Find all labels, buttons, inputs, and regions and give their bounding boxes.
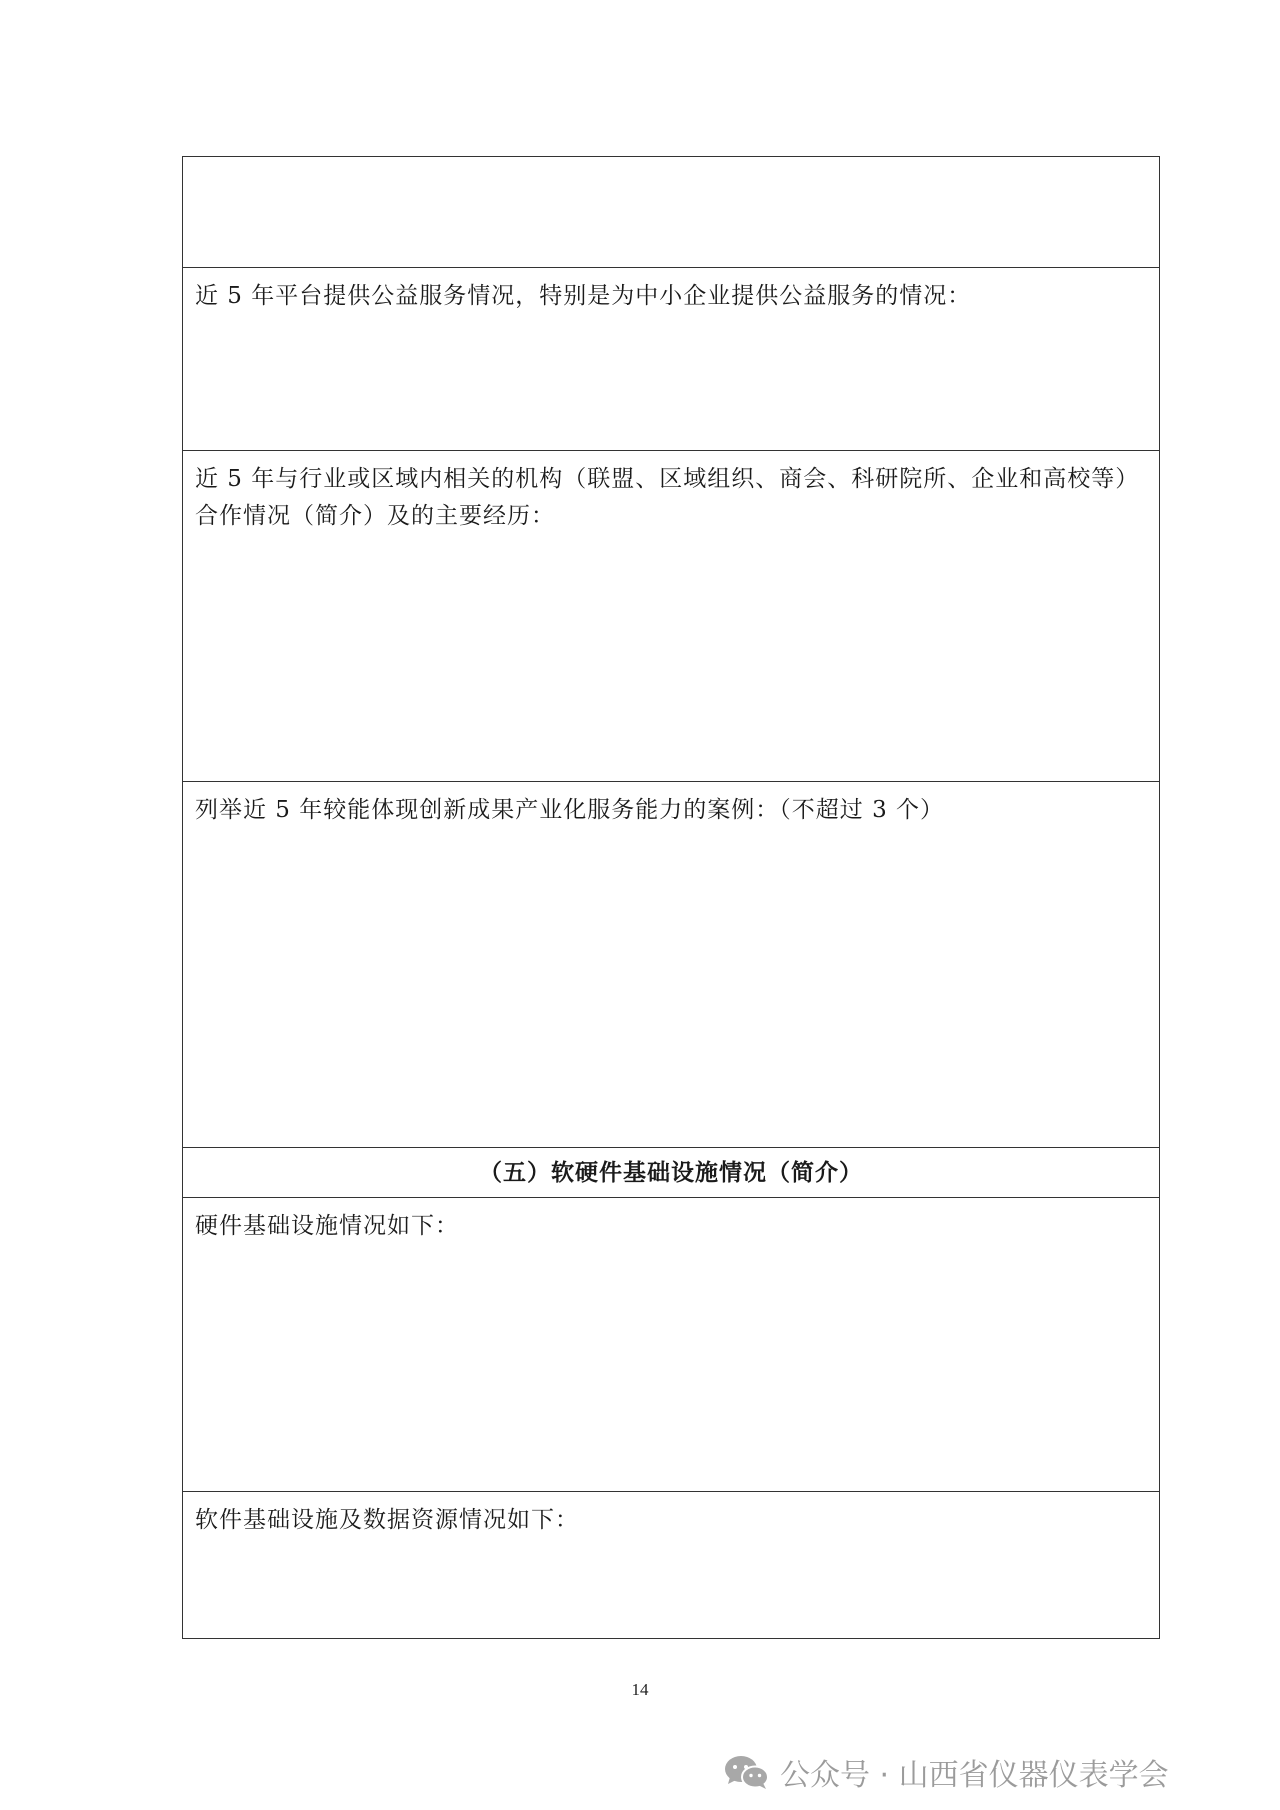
application-form-table	[182, 156, 1160, 1639]
form-row-public-service	[183, 268, 1160, 451]
software-infrastructure-label: 软件基础设施及数据资源情况如下：	[183, 1492, 1160, 1639]
form-cell-continued	[183, 157, 1160, 268]
form-row-cooperation	[183, 451, 1160, 782]
wechat-icon	[722, 1753, 772, 1791]
watermark-text: 公众号 · 山西省仪器仪表学会	[780, 1758, 1169, 1793]
section-5-heading: （五）软硬件基础设施情况（简介）	[183, 1148, 1160, 1198]
form-row-software	[183, 1492, 1160, 1639]
innovation-cases-label: 列举近 5 年较能体现创新成果产业化服务能力的案例：（不超过 3 个）	[183, 782, 1160, 1148]
form-row-section5-heading	[183, 1148, 1160, 1198]
hardware-infrastructure-label: 硬件基础设施情况如下：	[183, 1198, 1160, 1492]
form-row-continued	[183, 157, 1160, 268]
form-row-hardware	[183, 1198, 1160, 1492]
watermark	[722, 1750, 1169, 1794]
cooperation-label: 近 5 年与行业或区域内相关的机构（联盟、区域组织、商会、科研院所、企业和高校等）合作情况（简介）及的主要经历：	[183, 451, 1160, 782]
public-service-label: 近 5 年平台提供公益服务情况，特别是为中小企业提供公益服务的情况：	[183, 268, 1160, 451]
page-number: 14	[631, 1680, 649, 1699]
form-row-cases	[183, 782, 1160, 1148]
